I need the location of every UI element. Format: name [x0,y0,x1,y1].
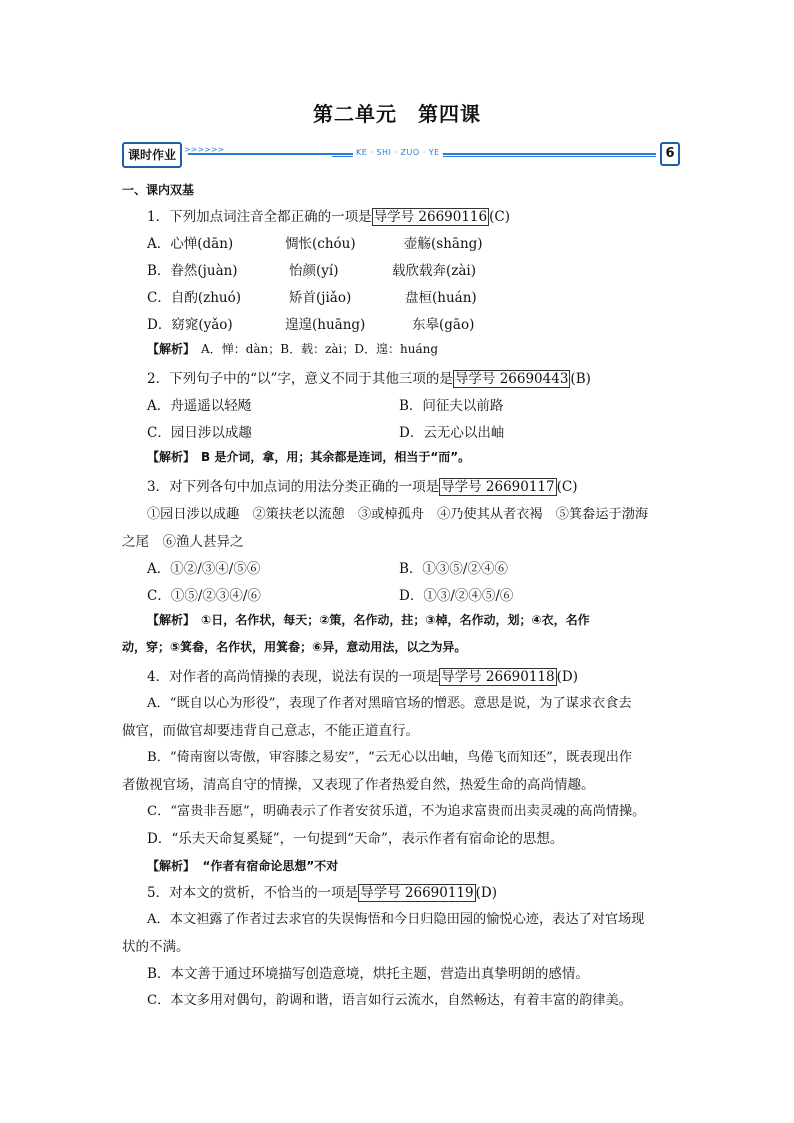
option-d-2: 遑遑(huāng) [285,317,366,333]
guide-number: 导学号 26690443 [454,371,569,387]
analysis [147,448,470,465]
question-3-items-cont: 之尾 ⑥渔人甚异之 [122,534,244,550]
answer: (C) [489,209,510,225]
option-d: D．①③/②④⑤/⑥ [399,588,514,604]
option-a: A．“既自以心为形役”，表现了作者对黑暗官场的憎恶。意思是说，为了谋求衣食去 [147,696,632,711]
analysis-text: B 是介词，拿，用；其余都是连词，相当于“而”。 [201,450,471,464]
guide-number: 导学号 26690118 [441,669,555,685]
option-a: A．舟遥遥以轻飏 [147,398,252,414]
analysis [147,340,438,357]
option-a-2: 惆怅(chóu) [285,236,356,252]
analysis [147,854,338,874]
option-b: B．眷然(juàn) [147,263,238,279]
analysis [147,611,590,628]
option-b-3: 载欣载奔(zài) [392,263,477,279]
question-text: 4．对作者的高尚情操的表现，说法有误的一项是 [147,669,440,685]
analysis-tag: 【解析】 [147,859,190,873]
option-c-3: 盘桓(huán) [405,290,477,306]
option-d-3: 东皋(gāo) [412,317,475,333]
option-b: B．①③⑤/②④⑥ [399,561,508,577]
answer: (C) [556,479,578,495]
option-a-3: 壶觞(shāng) [404,236,483,252]
option-d: D．云无心以出岫 [399,425,505,441]
option-a: A．本文袒露了作者过去求官的失误悔悟和今日归隐田园的愉悦心迹，表达了对官场现 [147,912,645,927]
lesson-number-badge: 6 [660,142,680,166]
question-text: 5．对本文的赏析，不恰当的一项是 [147,885,359,901]
section-heading: 一、课内双基 [122,183,195,197]
option-c: C．本文多用对偶句，韵调和谐，语言如行云流水，自然畅达，有着丰富的韵律美。 [147,993,632,1008]
option-d: D．“乐夫天命复奚疑”，一句提到“天命”，表示作者有宿命论的思想。 [147,831,564,847]
answer: (D) [475,885,497,901]
option-a: A．心惮(dān) [147,236,234,252]
analysis-tag: 【解析】 [147,342,190,356]
analysis-tag: 【解析】 [147,613,190,627]
guide-number: 导学号 26690116 [373,209,488,225]
answer: (D) [556,669,578,685]
option-b: B．问征夫以前路 [399,398,504,414]
option-b: B．本文善于通过环境描写创造意境，烘托主题，营造出真挚明朗的感情。 [147,966,589,982]
option-a-cont: 做官，而做官却要违背自己意志，不能正道直行。 [122,723,419,739]
option-a: A．①②/③④/⑤⑥ [147,561,261,577]
option-a-cont: 状的不满。 [122,939,190,955]
guide-number: 导学号 26690119 [360,885,474,901]
question-3-stem [147,475,577,495]
question-2-stem [147,367,591,387]
homework-banner [122,142,680,166]
banner-label: 课时作业 [122,142,182,168]
question-5-stem [147,881,497,901]
option-b-2: 怡颜(yí) [289,263,339,279]
question-1-stem [147,205,510,225]
question-text: 1．下列加点词注音全都正确的一项是 [147,209,372,225]
option-c-2: 矫首(jiǎo) [289,290,352,306]
option-c: C．自酌(zhuó) [147,290,241,306]
analysis-tag: 【解析】 [147,450,190,464]
page-title: 第二单元 第四课 [313,102,481,126]
guide-number: 导学号 26690117 [441,479,555,495]
answer: (B) [570,371,591,387]
option-c: C．园日涉以成趣 [147,425,252,441]
question-text: 2．下列句子中的“以”字，意义不同于其他三项的是 [147,371,453,387]
question-4-stem [147,665,578,685]
option-b: B．“倚南窗以寄傲，审容膝之易安”，“云无心以出岫，鸟倦飞而知还”，既表现出作 [147,750,633,765]
question-text: 3．对下列各句中加点词的用法分类正确的一项是 [147,479,440,495]
option-c: C．①⑤/②③④/⑥ [147,588,261,604]
option-d: D．窈窕(yǎo) [147,317,233,333]
question-3-items: ①园日涉以成趣 ②策扶老以流憩 ③或棹孤舟 ④乃使其从者衣褐 ⑤箕畚运于渤海 [147,507,649,522]
analysis-text: A．惮：dàn；B．载：zài；D．遑：huáng [201,342,439,356]
analysis-cont: 动，穿；⑤箕畚，名作状，用箕畚；⑥异，意动用法，以之为异。 [122,640,467,654]
option-c: C．“富贵非吾愿”，明确表示了作者安贫乐道，不为追求富贵而出卖灵魂的高尚情操。 [147,804,646,819]
analysis-text: ①日，名作状，每天；②策，名作动，拄；③棹，名作动，划；④衣，名作 [201,613,590,627]
analysis-text: “作者有宿命论思想”不对 [202,859,339,873]
banner-pinyin: KE · SHI · ZUO · YE [353,148,443,157]
option-b-cont: 者傲视官场，清高自守的情操，又表现了作者热爱自然，热爱生命的高尚情趣。 [122,777,595,793]
banner-arrows: >>>>>> [184,145,225,154]
